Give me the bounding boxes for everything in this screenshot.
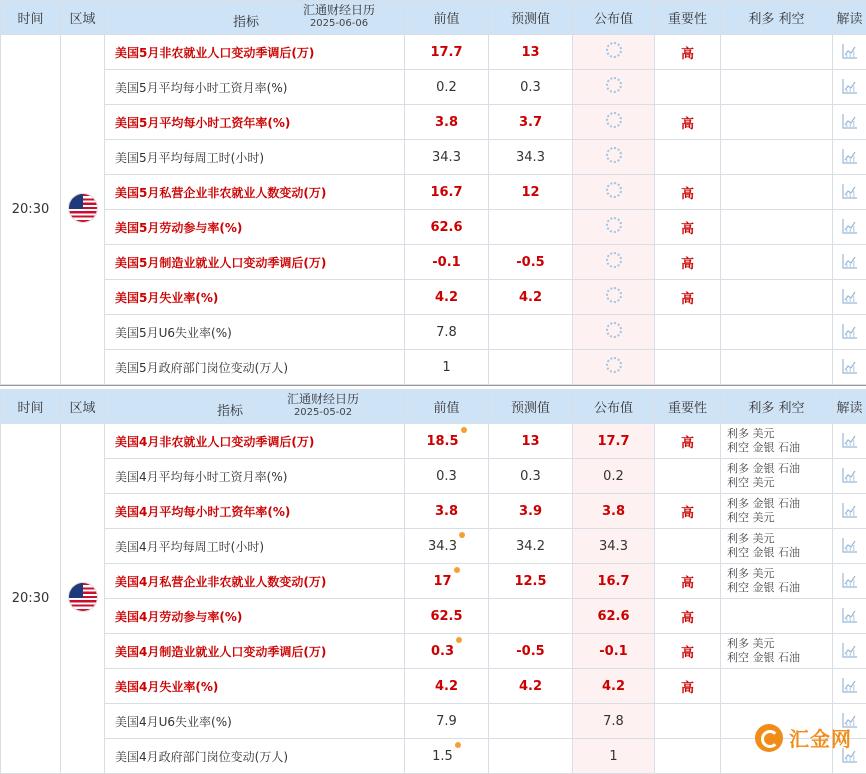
table-row	[1, 739, 866, 774]
chart-icon[interactable]	[842, 432, 858, 448]
effect-cell	[721, 35, 833, 70]
effect-bullish: 利多 美元	[727, 532, 832, 546]
forecast-value: 4.2	[489, 280, 573, 315]
table-row	[1, 35, 866, 70]
effect-cell	[721, 175, 833, 210]
chart-icon[interactable]	[842, 502, 858, 518]
region-cell	[61, 35, 105, 385]
chart-icon[interactable]	[842, 677, 858, 693]
forecast-value: 3.7	[489, 105, 573, 140]
indicator-name[interactable]: 美国4月平均每周工时(小时)	[105, 529, 405, 564]
previous-value-text: 0.3	[436, 469, 457, 484]
previous-value-text: -0.1	[432, 255, 460, 270]
importance-badge	[655, 70, 721, 105]
previous-value	[405, 494, 489, 529]
revision-dot-icon	[454, 567, 460, 573]
effect-cell	[721, 599, 833, 634]
effect-cell	[721, 459, 833, 494]
actual-value: 3.8	[573, 494, 655, 529]
previous-value	[405, 739, 489, 774]
importance-badge: 高	[655, 35, 721, 70]
header-forecast: 预测值	[489, 390, 573, 424]
previous-value	[405, 140, 489, 175]
importance-badge	[655, 739, 721, 774]
indicator-name[interactable]: 美国4月非农就业人口变动季调后(万)	[105, 424, 405, 459]
previous-value-text: 7.9	[436, 714, 457, 729]
header-forecast: 预测值	[489, 1, 573, 35]
importance-badge: 高	[655, 424, 721, 459]
table-row	[1, 210, 866, 245]
effect-bullish: 利多 美元	[727, 637, 832, 651]
effect-cell	[721, 424, 833, 459]
chart-icon[interactable]	[842, 467, 858, 483]
analysis-cell[interactable]	[833, 564, 866, 599]
calendar-table-june	[0, 0, 866, 385]
loading-icon	[606, 287, 622, 303]
chart-icon[interactable]	[842, 43, 858, 59]
table-row	[1, 70, 866, 105]
actual-value	[573, 175, 655, 210]
chart-icon[interactable]	[842, 572, 858, 588]
indicator-name[interactable]: 美国5月U6失业率(%)	[105, 315, 405, 350]
effect-cell	[721, 140, 833, 175]
previous-value	[405, 599, 489, 634]
previous-value-text: 17	[433, 574, 451, 589]
analysis-cell[interactable]	[833, 245, 866, 280]
actual-value: 34.3	[573, 529, 655, 564]
table-row	[1, 564, 866, 599]
analysis-cell[interactable]	[833, 529, 866, 564]
calendar-panel-may	[0, 389, 866, 774]
chart-icon[interactable]	[842, 78, 858, 94]
header-indicator-label: 指标	[217, 400, 243, 419]
indicator-name[interactable]: 美国5月失业率(%)	[105, 280, 405, 315]
loading-icon	[606, 112, 622, 128]
loading-icon	[606, 357, 622, 373]
previous-value	[405, 280, 489, 315]
chart-icon[interactable]	[842, 607, 858, 623]
revision-dot-icon	[461, 427, 467, 433]
forecast-value: 0.3	[489, 459, 573, 494]
actual-value	[573, 105, 655, 140]
analysis-cell[interactable]	[833, 459, 866, 494]
chart-icon[interactable]	[842, 113, 858, 129]
brand-logo-icon	[755, 724, 783, 752]
indicator-name[interactable]: 美国4月劳动参与率(%)	[105, 599, 405, 634]
analysis-cell[interactable]	[833, 210, 866, 245]
effect-bearish: 利空 美元	[727, 511, 832, 525]
previous-value	[405, 245, 489, 280]
event-time: 20:30	[1, 424, 61, 774]
actual-value	[573, 140, 655, 175]
previous-value-text: 34.3	[428, 539, 457, 554]
importance-badge: 高	[655, 494, 721, 529]
previous-value-text: 1	[442, 360, 450, 375]
loading-icon	[606, 42, 622, 58]
source-name: 汇通财经日历	[303, 3, 375, 17]
loading-icon	[606, 322, 622, 338]
table-row	[1, 669, 866, 704]
analysis-cell[interactable]	[833, 494, 866, 529]
previous-value	[405, 210, 489, 245]
effect-cell	[721, 210, 833, 245]
indicator-name[interactable]: 美国5月平均每小时工资月率(%)	[105, 70, 405, 105]
forecast-value: 4.2	[489, 669, 573, 704]
indicator-name[interactable]: 美国4月U6失业率(%)	[105, 704, 405, 739]
previous-value-text: 4.2	[435, 290, 458, 305]
previous-value	[405, 459, 489, 494]
effect-cell	[721, 564, 833, 599]
revision-dot-icon	[455, 742, 461, 748]
header-indicator-label: 指标	[233, 11, 259, 30]
effect-bullish: 利多 美元	[727, 427, 832, 441]
revision-dot-icon	[456, 637, 462, 643]
indicator-name[interactable]: 美国5月私营企业非农就业人数变动(万)	[105, 175, 405, 210]
previous-value	[405, 175, 489, 210]
table-row	[1, 280, 866, 315]
previous-value-text: 3.8	[435, 115, 458, 130]
calendar-date: 2025-06-06	[303, 17, 375, 31]
effect-cell	[721, 669, 833, 704]
chart-icon[interactable]	[842, 148, 858, 164]
header-region: 区域	[61, 390, 105, 424]
previous-value-text: 0.3	[431, 644, 454, 659]
indicator-name[interactable]: 美国5月制造业就业人口变动季调后(万)	[105, 245, 405, 280]
calendar-source	[303, 3, 375, 31]
header-time: 时间	[1, 1, 61, 35]
brand-name: 汇金网	[789, 723, 852, 752]
importance-badge	[655, 459, 721, 494]
forecast-value	[489, 599, 573, 634]
forecast-value: 3.9	[489, 494, 573, 529]
forecast-value: 13	[489, 35, 573, 70]
effect-cell	[721, 70, 833, 105]
header-actual: 公布值	[573, 390, 655, 424]
effect-cell	[721, 315, 833, 350]
actual-value: 7.8	[573, 704, 655, 739]
table-row	[1, 494, 866, 529]
indicator-name[interactable]: 美国4月平均每小时工资月率(%)	[105, 459, 405, 494]
indicator-name[interactable]: 美国5月政府部门岗位变动(万人)	[105, 350, 405, 385]
chart-icon[interactable]	[842, 642, 858, 658]
importance-badge	[655, 704, 721, 739]
actual-value: -0.1	[573, 634, 655, 669]
actual-value	[573, 315, 655, 350]
revision-dot-icon	[459, 532, 465, 538]
effect-cell	[721, 634, 833, 669]
effect-cell	[721, 245, 833, 280]
effect-bearish: 利空 金银 石油	[727, 546, 832, 560]
effect-cell	[721, 529, 833, 564]
effect-bearish: 利空 金银 石油	[727, 581, 832, 595]
table-row	[1, 315, 866, 350]
indicator-name[interactable]: 美国4月平均每小时工资年率(%)	[105, 494, 405, 529]
table-row	[1, 634, 866, 669]
effect-cell	[721, 105, 833, 140]
indicator-name[interactable]: 美国5月平均每小时工资年率(%)	[105, 105, 405, 140]
importance-badge: 高	[655, 105, 721, 140]
forecast-value: -0.5	[489, 245, 573, 280]
actual-value: 16.7	[573, 564, 655, 599]
previous-value-text: 16.7	[430, 185, 462, 200]
previous-value-text: 34.3	[432, 150, 461, 165]
forecast-value: 34.2	[489, 529, 573, 564]
table-row	[1, 704, 866, 739]
importance-badge	[655, 350, 721, 385]
calendar-table-may	[0, 389, 866, 774]
table-row	[1, 140, 866, 175]
analysis-cell[interactable]	[833, 70, 866, 105]
effect-bullish: 利多 金银 石油	[727, 497, 832, 511]
header-effect: 利多 利空	[721, 1, 833, 35]
event-time: 20:30	[1, 35, 61, 385]
indicator-name[interactable]: 美国4月制造业就业人口变动季调后(万)	[105, 634, 405, 669]
importance-badge	[655, 529, 721, 564]
previous-value	[405, 350, 489, 385]
actual-value: 62.6	[573, 599, 655, 634]
loading-icon	[606, 252, 622, 268]
loading-icon	[606, 182, 622, 198]
forecast-value	[489, 739, 573, 774]
actual-value	[573, 35, 655, 70]
previous-value-text: 62.5	[430, 609, 462, 624]
analysis-cell[interactable]	[833, 315, 866, 350]
analysis-cell[interactable]	[833, 424, 866, 459]
table-row	[1, 459, 866, 494]
table-row	[1, 175, 866, 210]
actual-value: 1	[573, 739, 655, 774]
analysis-cell[interactable]	[833, 105, 866, 140]
forecast-value: -0.5	[489, 634, 573, 669]
analysis-cell[interactable]	[833, 669, 866, 704]
importance-badge: 高	[655, 564, 721, 599]
chart-icon[interactable]	[842, 183, 858, 199]
previous-value	[405, 564, 489, 599]
importance-badge: 高	[655, 245, 721, 280]
table-row	[1, 245, 866, 280]
effect-bullish: 利多 金银 石油	[727, 462, 832, 476]
header-indicator	[105, 390, 405, 424]
indicator-name[interactable]: 美国4月私营企业非农就业人数变动(万)	[105, 564, 405, 599]
header-indicator	[105, 1, 405, 35]
header-importance: 重要性	[655, 1, 721, 35]
effect-bullish: 利多 美元	[727, 567, 832, 581]
effect-cell	[721, 350, 833, 385]
loading-icon	[606, 147, 622, 163]
header-previous: 前值	[405, 390, 489, 424]
previous-value	[405, 35, 489, 70]
previous-value-text: 17.7	[430, 45, 462, 60]
previous-value-text: 1.5	[432, 749, 453, 764]
previous-value	[405, 424, 489, 459]
previous-value	[405, 315, 489, 350]
calendar-panel-june	[0, 0, 866, 385]
previous-value-text: 4.2	[435, 679, 458, 694]
source-name: 汇通财经日历	[287, 392, 359, 406]
calendar-date: 2025-05-02	[287, 406, 359, 420]
us-flag-icon	[69, 194, 97, 222]
forecast-value	[489, 704, 573, 739]
actual-value	[573, 70, 655, 105]
effect-bearish: 利空 金银 石油	[727, 441, 832, 455]
header-importance: 重要性	[655, 390, 721, 424]
forecast-value	[489, 350, 573, 385]
loading-icon	[606, 217, 622, 233]
effect-cell	[721, 280, 833, 315]
chart-icon[interactable]	[842, 253, 858, 269]
analysis-cell[interactable]	[833, 634, 866, 669]
header-time: 时间	[1, 390, 61, 424]
forecast-value: 0.3	[489, 70, 573, 105]
previous-value	[405, 529, 489, 564]
importance-badge: 高	[655, 634, 721, 669]
indicator-name[interactable]: 美国5月劳动参与率(%)	[105, 210, 405, 245]
analysis-cell[interactable]	[833, 350, 866, 385]
forecast-value: 34.3	[489, 140, 573, 175]
forecast-value	[489, 315, 573, 350]
chart-icon[interactable]	[842, 537, 858, 553]
forecast-value: 13	[489, 424, 573, 459]
us-flag-icon	[69, 583, 97, 611]
previous-value	[405, 634, 489, 669]
previous-value-text: 7.8	[436, 325, 457, 340]
previous-value-text: 18.5	[426, 434, 458, 449]
analysis-cell[interactable]	[833, 35, 866, 70]
table-row	[1, 599, 866, 634]
actual-value: 4.2	[573, 669, 655, 704]
actual-value	[573, 280, 655, 315]
chart-icon[interactable]	[842, 358, 858, 374]
analysis-cell[interactable]	[833, 140, 866, 175]
chart-icon[interactable]	[842, 218, 858, 234]
previous-value-text: 0.2	[436, 80, 457, 95]
brand-watermark	[755, 723, 852, 752]
actual-value	[573, 245, 655, 280]
forecast-value	[489, 210, 573, 245]
actual-value: 17.7	[573, 424, 655, 459]
header-actual: 公布值	[573, 1, 655, 35]
previous-value	[405, 669, 489, 704]
previous-value-text: 62.6	[430, 220, 462, 235]
importance-badge: 高	[655, 210, 721, 245]
region-cell	[61, 424, 105, 774]
importance-badge: 高	[655, 280, 721, 315]
indicator-name[interactable]: 美国5月平均每周工时(小时)	[105, 140, 405, 175]
analysis-cell[interactable]	[833, 599, 866, 634]
chart-icon[interactable]	[842, 288, 858, 304]
effect-bearish: 利空 美元	[727, 476, 832, 490]
actual-value	[573, 350, 655, 385]
importance-badge: 高	[655, 175, 721, 210]
indicator-name[interactable]: 美国4月政府部门岗位变动(万人)	[105, 739, 405, 774]
analysis-cell[interactable]	[833, 175, 866, 210]
header-previous: 前值	[405, 1, 489, 35]
forecast-value: 12.5	[489, 564, 573, 599]
effect-bearish: 利空 金银 石油	[727, 651, 832, 665]
previous-value	[405, 105, 489, 140]
indicator-name[interactable]: 美国4月失业率(%)	[105, 669, 405, 704]
previous-value-text: 3.8	[435, 504, 458, 519]
header-region: 区域	[61, 1, 105, 35]
analysis-cell[interactable]	[833, 280, 866, 315]
indicator-name[interactable]: 美国5月非农就业人口变动季调后(万)	[105, 35, 405, 70]
importance-badge	[655, 140, 721, 175]
forecast-value: 12	[489, 175, 573, 210]
table-row	[1, 350, 866, 385]
actual-value: 0.2	[573, 459, 655, 494]
previous-value	[405, 704, 489, 739]
header-effect: 利多 利空	[721, 390, 833, 424]
table-row	[1, 424, 866, 459]
header-analysis: 解读	[833, 1, 866, 35]
chart-icon[interactable]	[842, 323, 858, 339]
previous-value	[405, 70, 489, 105]
importance-badge: 高	[655, 669, 721, 704]
importance-badge: 高	[655, 599, 721, 634]
table-row	[1, 105, 866, 140]
table-row	[1, 529, 866, 564]
loading-icon	[606, 77, 622, 93]
importance-badge	[655, 315, 721, 350]
calendar-source	[287, 392, 359, 420]
effect-cell	[721, 494, 833, 529]
header-analysis: 解读	[833, 390, 866, 424]
actual-value	[573, 210, 655, 245]
